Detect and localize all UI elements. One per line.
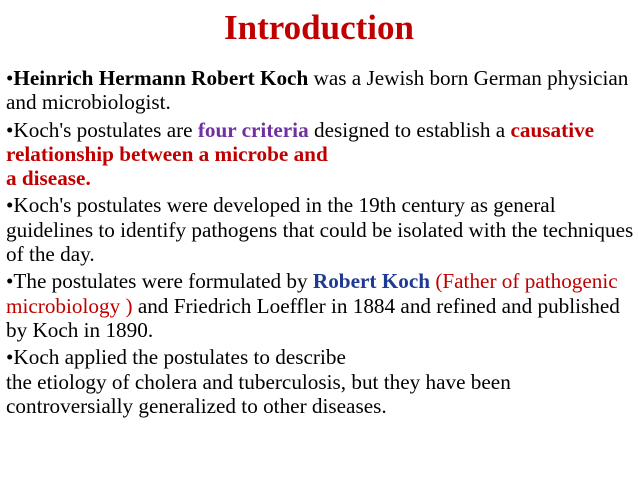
father-of-microbiology-note: (Father of pathogenic microbiology ) xyxy=(6,269,618,318)
causative-relationship-highlight-end: a disease. xyxy=(6,166,91,191)
bullet-marker: • xyxy=(6,66,14,90)
koch-bio-text: was a Jewish born German physician and microbiologist. xyxy=(6,66,629,115)
postulates-lead-text: Koch's postulates are xyxy=(13,117,198,142)
bullet-paragraph-postulates-history xyxy=(6,193,634,266)
applications-rest-text: the etiology of cholera and tuberculosis, but they have been controversially generalized to other diseases. xyxy=(6,369,511,419)
four-criteria-highlight: four criteria xyxy=(197,117,309,142)
bullet-marker: • xyxy=(6,193,14,218)
postulates-history-text: Koch's postulates were developed in the 19th century as general guidelines to identify pathogens that could be isolated with the techniques of the day. xyxy=(6,193,634,267)
bullet-marker: • xyxy=(6,117,14,142)
postulates-middle-text: designed to establish a xyxy=(308,117,511,142)
formulation-lead-text: The postulates were formulated by xyxy=(13,269,313,294)
bullet-paragraph-applications xyxy=(6,345,634,418)
bullet-paragraph-koch-bio xyxy=(6,66,634,115)
bullet-marker: • xyxy=(6,269,14,294)
robert-koch-highlight: Robert Koch xyxy=(312,269,431,294)
bullet-paragraph-formulation xyxy=(6,269,634,342)
bullet-marker: • xyxy=(6,345,14,370)
bullet-paragraph-postulates-definition xyxy=(6,118,634,191)
formulation-rest-text: and Friedrich Loeffler in 1884 and refined and published by Koch in 1890. xyxy=(6,293,620,343)
bullet-list xyxy=(6,66,634,421)
koch-full-name: Heinrich Hermann Robert Koch xyxy=(13,66,309,90)
slide-title: Introduction xyxy=(224,8,414,47)
causative-relationship-highlight: causative relationship between a microbe and xyxy=(6,117,595,166)
applications-line1-text: Koch applied the postulates to describe xyxy=(13,345,346,370)
